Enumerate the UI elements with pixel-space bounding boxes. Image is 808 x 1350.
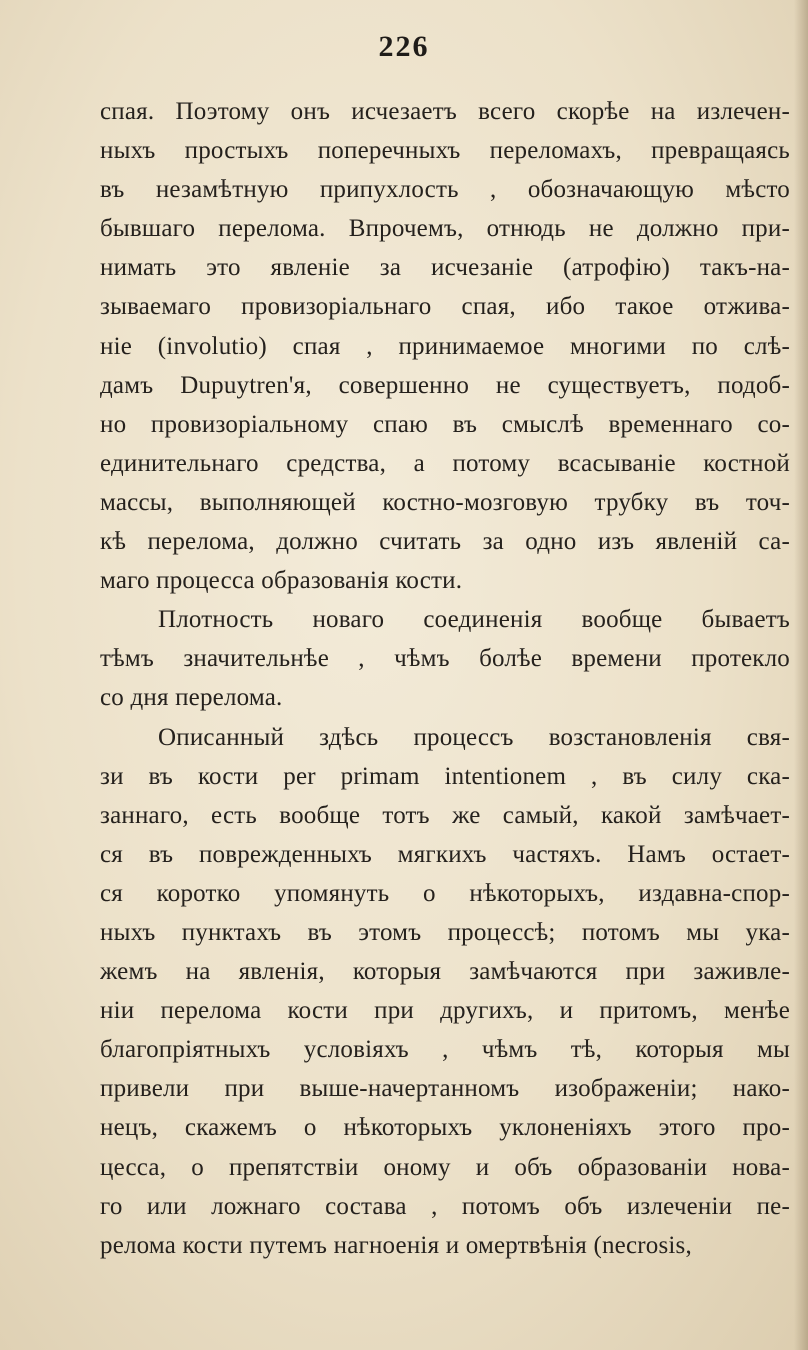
text-line: ніе (involutio) спая , принимаемое многими по слѣ- [100,332,790,360]
text-line: спая. Поэтому онъ исчезаетъ всего скорѣе на излечен- [100,98,790,125]
text-line: но провизоріальному спаю въ смыслѣ временнаго со- [100,410,790,438]
text-line: ся въ поврежденныхъ мягкихъ частяхъ. Намъ остает- [100,840,790,868]
text-line: релома кости путемъ нагноенія и омертвѣнія (necrosis, [100,1231,692,1259]
text-line: привели при выше-начертанномъ изображеніи; нако- [100,1075,790,1103]
text-line: ныхъ простыхъ поперечныхъ переломахъ, превращаясь [100,137,790,165]
page-text-body [100,92,790,1265]
text-line-paragraph-end: маго процесса образованія кости. [100,567,463,595]
page-number: 226 [378,30,430,63]
text-line: массы, выполняющей костно-мозговую трубку въ точ- [100,488,790,516]
text-line-paragraph-end: со дня перелома. [100,684,283,712]
text-line: ніи перелома кости при другихъ, и притомъ, менѣе [100,997,790,1025]
text-line: единительнаго средства, а потому всасываніе костной [100,449,790,477]
text-line: въ незамѣтную припухлость , обозначающую мѣсто [100,176,790,204]
text-line: заннаго, есть вообще тотъ же самый, какой замѣчает- [100,801,790,829]
text-line: ныхъ пунктахъ въ этомъ процессѣ; потомъ мы ука- [100,918,790,946]
text-line: жемъ на явленія, которыя замѣчаются при заживле- [100,958,790,986]
text-line: дамъ Dupuytren'я, совершенно не существуетъ, подоб- [100,371,790,399]
text-line: бывшаго перелома. Впрочемъ, отнюдь не должно при- [100,215,790,243]
text-line: нимать это явленіе за исчезаніе (атрофію) такъ-на- [100,254,790,282]
text-line: нецъ, скажемъ о нѣкоторыхъ уклоненіяхъ этого про- [100,1114,790,1142]
text-line: кѣ перелома, должно считать за одно изъ явленій са- [100,528,790,556]
text-line: благопріятныхъ условіяхъ , чѣмъ тѣ, которыя мы [100,1036,790,1064]
text-line: го или ложнаго состава , потомъ объ излеченіи пе- [100,1192,790,1220]
text-line: ся коротко упомянуть о нѣкоторыхъ, издавна-спор- [100,879,790,907]
text-line-paragraph-start: Описанный здѣсь процессъ возстановленія свя- [158,723,790,751]
page-spine-shadow [794,0,808,1350]
text-line-paragraph-start: Плотность новаго соединенія вообще бываетъ [158,606,790,634]
text-line: тѣмъ значительнѣе , чѣмъ болѣе времени протекло [100,645,790,673]
text-line: зи въ кости per primam intentionem , въ силу ска- [100,762,790,790]
text-line: зываемаго провизоріальнаго спая, ибо такое отжива- [100,293,790,321]
text-line: цесса, о препятствіи оному и объ образованіи нова- [100,1153,790,1181]
